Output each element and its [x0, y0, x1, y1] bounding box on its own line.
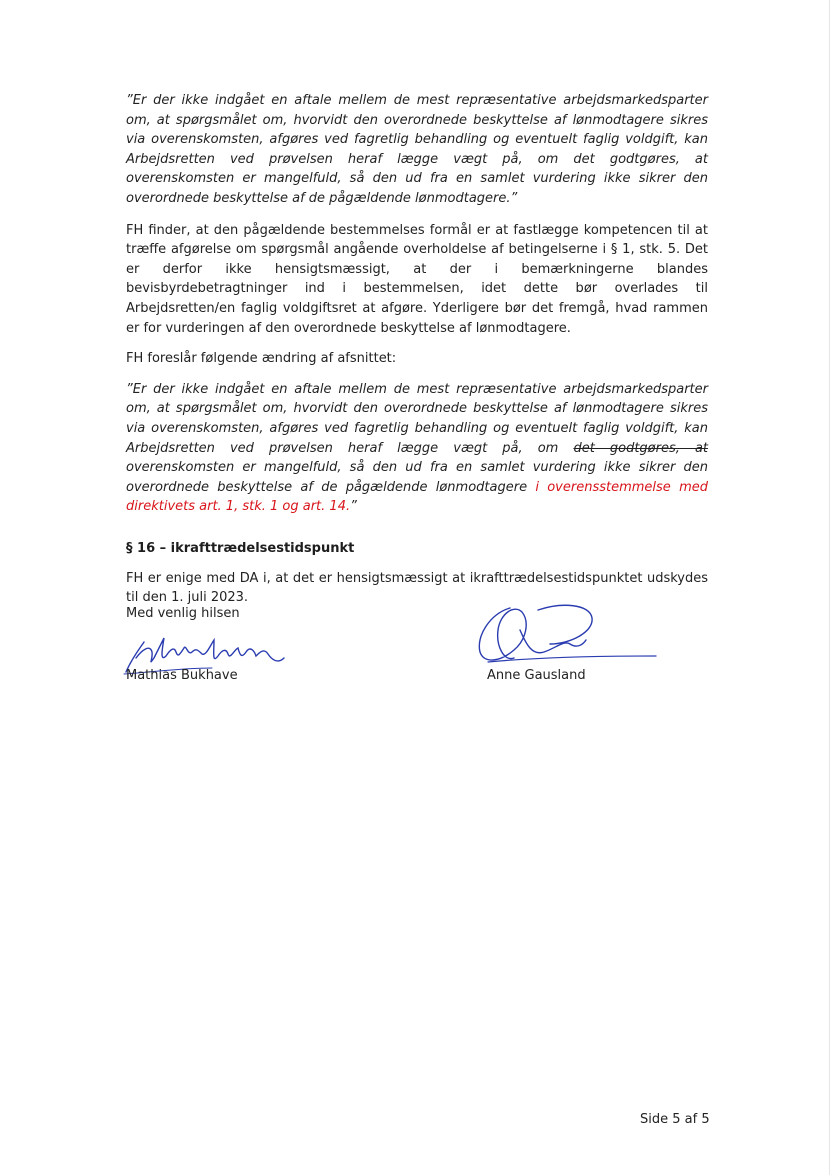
amended-text-part1: ”Er der ikke indgået en aftale mellem de mest repræsentative arbejdsmarkedsparter om, at spørgsmålet om, hvorvidt den overordnede beskyttelse af lønmodtagere sikres via overenskomsten, afgøres ved fagretlig behandling og eventuelt faglig voldgift, kan Arbejdsretten ved prøvelsen heraf lægge vægt på, om — [126, 381, 708, 456]
section-paragraph: FH er enige med DA i, at det er hensigtsmæssigt at ikrafttrædelsestidspunktet udskydes til den 1. juli 2023. — [126, 570, 708, 606]
proposal-intro: FH foreslår følgende ændring af afsnittet: — [126, 351, 397, 367]
amended-text-end: ” — [350, 499, 357, 515]
signer-name-2: Anne Gausland — [487, 668, 586, 683]
section-heading: § 16 – ikrafttrædelsestidspunkt — [126, 540, 355, 556]
quoted-paragraph-original: ”Er der ikke indgået en aftale mellem de mest repræsentative arbejdsmarkedsparter om, at spørgsmålet om, hvorvidt den overordnede beskyttelse af lønmodtagere sikres via overenskomsten, afgøres ved fagretlig behandling og eventuelt faglig voldgift, kan Arbejdsretten ved prøvelsen heraf lægge vægt på, om det godtgøres, at overenskomsten er mangelfuld, så den ud fra en samlet vurdering ikke sikrer den overordnede beskyttelse af de pågældende lønmodtagere.” — [126, 93, 708, 206]
fh-comment-paragraph: FH finder, at den pågældende bestemmelses formål er at fastlægge kompetencen til at træffe afgørelse om spørgsmål angående overholdelse af betingelserne i § 1, stk. 5. Det er derfor ikke hensigtsmæssigt, at der i bemærkningerne blandes bevisbyrdebetragtninger ind i bestemmelsen, idet dette bør overlades til Arbejdsretten/en faglig voldgiftsret at afgøre. Yderligere bør det fremgå, hvad rammen er for vurderingen af den overordnede beskyttelse af lønmodtagere. — [126, 222, 708, 336]
page-edge-line — [829, 0, 830, 1175]
signature-2-image — [470, 600, 660, 672]
added-text: i overensstemmelse med direktivets art. 1, stk. 1 og art. 14. — [126, 479, 708, 515]
signer-name-1: Mathias Bukhave — [126, 668, 238, 683]
amended-text-part2: overenskomsten er mangelfuld, så den ud fra en samlet vurdering ikke sikrer den overordnede beskyttelse af de pågældende lønmodtagere — [126, 460, 708, 495]
page-number: Side 5 af 5 — [640, 1112, 710, 1127]
document-body — [126, 91, 708, 608]
closing-salutation: Med venlig hilsen — [126, 606, 240, 621]
quoted-paragraph-amended — [126, 380, 708, 517]
struck-text: det godtgøres, at — [573, 440, 709, 456]
